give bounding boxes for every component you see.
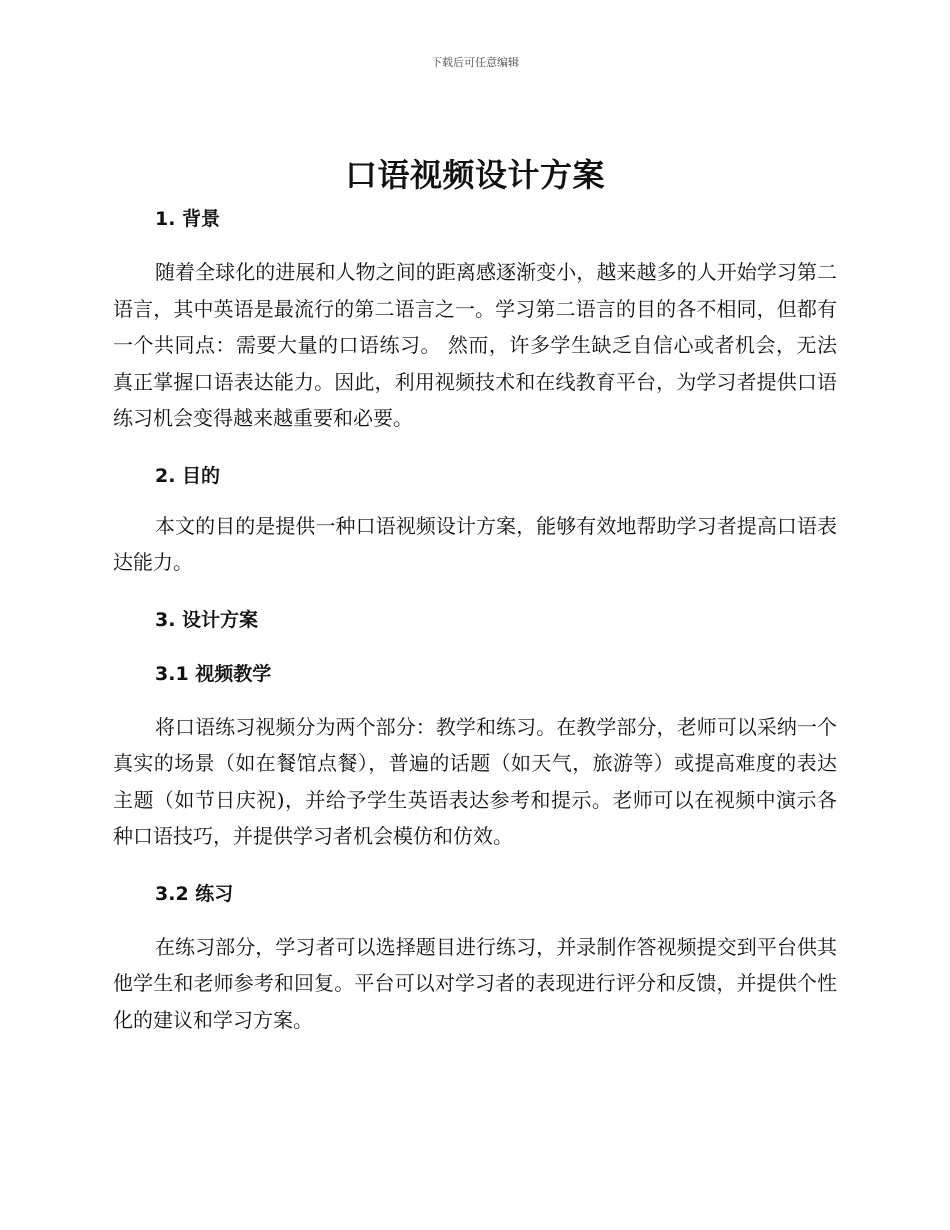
section-paragraph-background: 随着全球化的进展和人物之间的距离感逐渐变小，越来越多的人开始学习第二语言，其中英语是最流行的第二语言之一。学习第二语言的目的各不相同，但都有一个共同点：需要大量的口语练习。 然而，许多学生缺乏自信心或者机会，无法真正掌握口语表达能力。因此，利用视频技术和在线教育平台，为学习者提供口语练习机会变得越来越重要和必要。 bbox=[113, 260, 837, 430]
section-paragraph-practice: 在练习部分，学习者可以选择题目进行练习，并录制作答视频提交到平台供其他学生和老师参考和回复。平台可以对学习者的表现进行评分和反馈，并提供个性化的建议和学习方案。 bbox=[113, 934, 837, 1032]
section-heading-practice: 3.2 练习 bbox=[155, 882, 234, 905]
section-heading-design-plan: 3. 设计方案 bbox=[155, 608, 259, 631]
document-title: 口语视频设计方案 bbox=[344, 156, 605, 194]
section-heading-video-teaching: 3.1 视频教学 bbox=[155, 662, 272, 685]
document-body bbox=[113, 196, 837, 1038]
section-paragraph-purpose: 本文的目的是提供一种口语视频设计方案，能够有效地帮助学习者提高口语表达能力。 bbox=[113, 513, 837, 574]
header-note: 下载后可任意编辑 bbox=[431, 56, 519, 69]
section-heading-background: 1. 背景 bbox=[155, 208, 221, 230]
section-paragraph-video-teaching: 将口语练习视频分为两个部分：教学和练习。在教学部分，老师可以采纳一个真实的场景（如在餐馆点餐），普遍的话题（如天气，旅游等）或提高难度的表达主题（如节日庆祝)，并给予学生英语表达参考和提示。老师可以在视频中演示各种口语技巧，并提供学习者机会模仿和仿效。 bbox=[113, 714, 837, 848]
section-heading-purpose: 2. 目的 bbox=[155, 464, 221, 487]
